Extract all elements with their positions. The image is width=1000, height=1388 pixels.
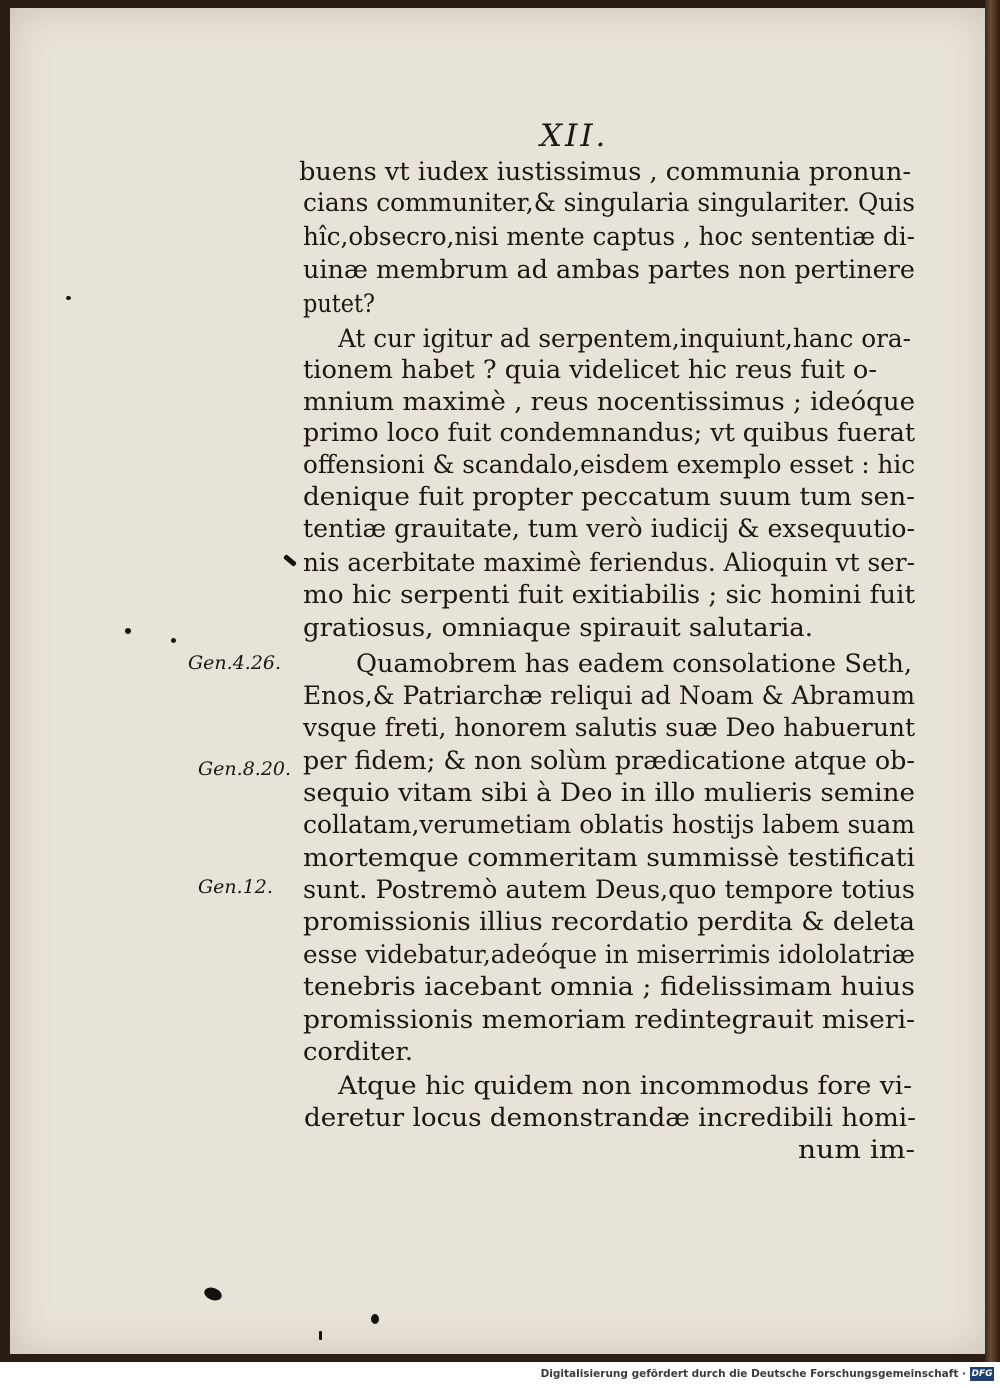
text-line-content: deretur locus demonstrandæ incredibili homi- xyxy=(304,1103,917,1132)
text-line-content: tenebris iacebant omnia ; fidelissimam huius xyxy=(303,972,915,1001)
text-line xyxy=(303,548,922,578)
text-line xyxy=(303,1005,916,1035)
text-line-content: tionem habet ? quia videlicet hic reus fuit o- xyxy=(303,355,878,384)
text-line xyxy=(303,355,878,385)
text-line-content: hîc,obsecro,nisi mente captus , hoc sententiæ di- xyxy=(303,222,915,251)
text-line xyxy=(303,418,916,448)
text-line-content: At cur igitur ad serpentem,inquiunt,hanc ora- xyxy=(338,324,912,353)
text-line xyxy=(303,746,915,776)
footer-bar xyxy=(0,1362,1000,1388)
text-line xyxy=(303,778,916,808)
text-line xyxy=(303,843,915,873)
text-line-content: uinæ membrum ad ambas partes non pertinere xyxy=(303,255,916,284)
text-line-content: offensioni & scandalo,eisdem exemplo esset : hic xyxy=(303,450,915,479)
text-line xyxy=(304,1103,917,1133)
text-line-content: Enos,& Patriarchæ reliqui ad Noam & Abramum xyxy=(303,681,916,710)
folio-number: XII. xyxy=(540,118,609,154)
text-line-content: Atque hic quidem non incommodus fore vi- xyxy=(338,1071,912,1100)
text-line xyxy=(303,907,915,937)
text-line-content: num im- xyxy=(798,1135,915,1164)
text-line-content: promissionis illius recordatio perdita & deleta xyxy=(303,907,915,936)
text-line xyxy=(338,324,917,354)
text-line-content: per fidem; & non solùm prædicatione atque ob- xyxy=(303,746,915,775)
ink-speck xyxy=(171,638,176,643)
text-line-content: buens vt iudex iustissimus , communia pronun- xyxy=(299,157,912,186)
text-line-content: gratiosus, omniaque spirauit salutaria. xyxy=(303,613,814,642)
margin-gloss: Gen.12. xyxy=(198,876,273,898)
text-line xyxy=(798,1135,915,1165)
text-line xyxy=(303,387,916,417)
ink-speck xyxy=(319,1331,322,1340)
text-line xyxy=(303,713,916,743)
text-line xyxy=(303,810,916,840)
text-line-content: tentiæ grauitate, tum verò iudicij & exsequutio- xyxy=(303,514,915,543)
text-line xyxy=(303,940,923,970)
text-line-content: collatam,verumetiam oblatis hostijs labem suam xyxy=(303,810,915,839)
text-line xyxy=(303,188,920,218)
text-line-content: cians communiter,& singularia singulariter. Quis xyxy=(303,188,915,217)
text-line-content: sequio vitam sibi à Deo in illo mulieris semine xyxy=(303,778,916,807)
margin-gloss: Gen.4.26. xyxy=(188,652,282,674)
text-line-content: mnium maximè , reus nocentissimus ; ideóque xyxy=(303,387,916,416)
text-line xyxy=(303,255,916,285)
text-line-content: corditer. xyxy=(303,1037,413,1066)
book-edge xyxy=(985,0,1000,1362)
text-line-content: mo hic serpenti fuit exitiabilis ; sic homini fuit xyxy=(303,580,916,609)
text-line xyxy=(303,289,383,319)
text-line-content: mortemque commeritam summissè testificati xyxy=(303,843,915,872)
text-line xyxy=(303,972,915,1002)
text-line xyxy=(338,1071,912,1101)
text-line xyxy=(299,157,912,187)
text-line xyxy=(303,681,920,711)
ink-blot xyxy=(371,1314,379,1324)
text-line xyxy=(303,875,916,905)
text-line xyxy=(303,580,916,610)
text-line xyxy=(303,222,924,252)
text-line-content: nis acerbitate maximè feriendus. Alioquin vt ser- xyxy=(303,548,915,577)
ink-speck xyxy=(125,628,131,634)
margin-gloss: Gen.8.20. xyxy=(198,758,292,780)
text-line xyxy=(356,649,912,679)
text-line-content: sunt. Postremò autem Deus,quo tempore totius xyxy=(303,875,916,904)
text-line xyxy=(303,514,915,544)
ink-speck xyxy=(66,296,71,300)
text-line-content: denique fuit propter peccatum suum tum sen- xyxy=(303,482,915,511)
text-line-content: esse videbatur,adeóque in miserrimis idololatriæ xyxy=(303,940,915,969)
text-line-content: promissionis memoriam redintegrauit miseri- xyxy=(303,1005,916,1034)
text-line xyxy=(303,1037,413,1067)
dfg-logo: DFG xyxy=(971,1369,993,1379)
text-line xyxy=(303,450,925,480)
text-line-content: putet? xyxy=(303,289,376,318)
text-line-content: vsque freti, honorem salutis suæ Deo habuerunt xyxy=(303,713,915,742)
text-line-content: primo loco fuit condemnandus; vt quibus fuerat xyxy=(303,418,916,447)
text-line-content: Quamobrem has eadem consolatione Seth, xyxy=(356,649,912,678)
footer-credit: Digitalisierung gefördert durch die Deutsche Forschungsgemeinschaft · xyxy=(540,1368,966,1380)
text-line xyxy=(303,613,814,643)
text-line xyxy=(303,482,915,512)
